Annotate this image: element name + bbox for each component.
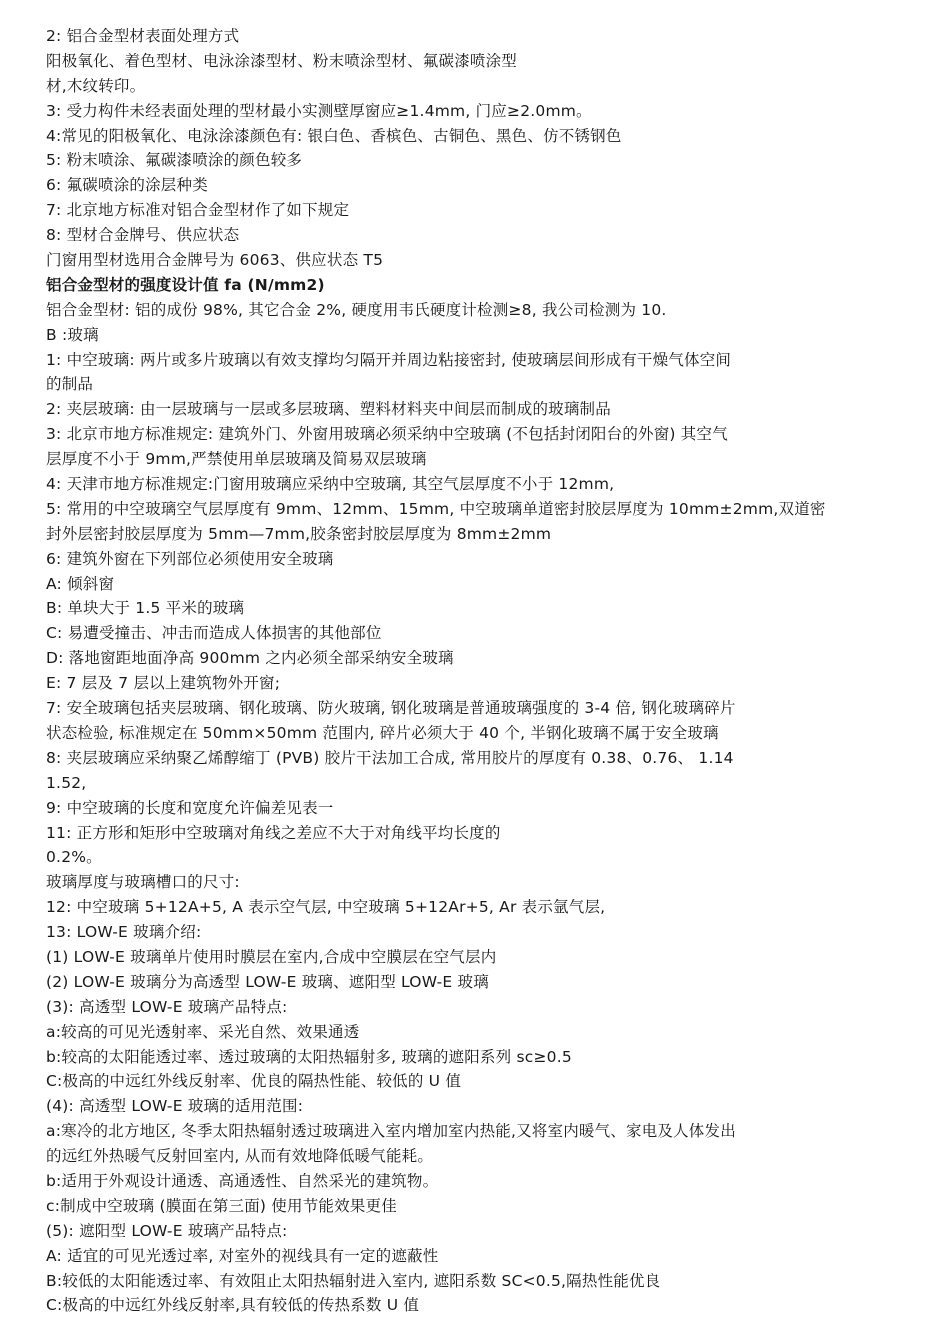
text-line: 13: LOW-E 玻璃介绍: [46, 923, 202, 942]
text-line: 5: 粉末喷涂、氟碳漆喷涂的颜色较多 [46, 151, 303, 170]
text-line: 状态检验, 标准规定在 50mm×50mm 范围内, 碎片必须大于 40 个, 半钢化玻璃不属于安全玻璃 [46, 723, 719, 742]
text-line: (5): 遮阳型 LOW-E 玻璃产品特点: [46, 1221, 288, 1240]
text-line: B :玻璃 [46, 325, 99, 344]
text-line: 门窗用型材选用合金牌号为 6063、供应状态 T5 [46, 251, 384, 270]
text-line: 7: 北京地方标准对铝合金型材作了如下规定 [46, 201, 350, 220]
text-line: 6: 建筑外窗在下列部位必须使用安全玻璃 [46, 549, 334, 568]
text-line: 8: 型材合金牌号、供应状态 [46, 226, 240, 245]
text-line: 9: 中空玻璃的长度和宽度允许偏差见表一 [46, 798, 334, 817]
text-line: B:较低的太阳能透过率、有效阻止太阳热辐射进入室内, 遮阳系数 SC<0.5,隔热性能优良 [46, 1271, 661, 1290]
text-line: A: 倾斜窗 [46, 574, 115, 593]
text-line: b:适用于外观设计通透、高通透性、自然采光的建筑物。 [46, 1171, 439, 1190]
text-line: 1: 中空玻璃: 两片或多片玻璃以有效支撑均匀隔开并周边粘接密封, 使玻璃层间形成有干燥气体空间 [46, 350, 732, 369]
text-line: C:极高的中远红外线反射率、优良的隔热性能、较低的 U 值 [46, 1072, 462, 1091]
text-line: 5: 常用的中空玻璃空气层厚度有 9mm、12mm、15mm, 中空玻璃单道密封胶层厚度为 10mm±2mm,双道密 [46, 499, 826, 518]
text-line: a:较高的可见光透射率、采光自然、效果通透 [46, 1022, 360, 1041]
text-line: (2) LOW-E 玻璃分为高透型 LOW-E 玻璃、遮阳型 LOW-E 玻璃 [46, 972, 489, 991]
section-heading: 铝合金型材的强度设计值 fa (N/mm2) [46, 275, 325, 294]
text-line: 2: 铝合金型材表面处理方式 [46, 27, 240, 45]
text-line: 铝合金型材: 铝的成份 98%, 其它合金 2%, 硬度用韦氏硬度计检测≥8, 我公司检测为 10. [46, 300, 667, 319]
text-line: 阳极氧化、着色型材、电泳涂漆型材、粉末喷涂型材、氟碳漆喷涂型 [46, 51, 518, 70]
text-line: 层厚度不小于 9mm,严禁使用单层玻璃及简易双层玻璃 [46, 450, 427, 469]
text-line: 11: 正方形和矩形中空玻璃对角线之差应不大于对角线平均长度的 [46, 823, 501, 842]
text-line: 4: 天津市地方标准规定:门窗用玻璃应采纳中空玻璃, 其空气层厚度不小于 12mm, [46, 475, 615, 494]
text-line: 1.52, [46, 773, 87, 792]
text-line: 封外层密封胶层厚度为 5mm—7mm,胶条密封胶层厚度为 8mm±2mm [46, 524, 552, 543]
text-line: C:极高的中远红外线反射率,具有较低的传热系数 U 值 [46, 1296, 420, 1315]
text-line: A: 适宜的可见光透过率, 对室外的视线具有一定的遮蔽性 [46, 1246, 439, 1265]
text-line: (1) LOW-E 玻璃单片使用时膜层在室内,合成中空膜层在空气层内 [46, 947, 497, 966]
text-line: 0.2%。 [46, 848, 102, 867]
text-line: C: 易遭受撞击、冲击而造成人体损害的其他部位 [46, 624, 382, 643]
text-line: 玻璃厚度与玻璃槽口的尺寸: [46, 873, 240, 892]
text-line: 4:常见的阳极氧化、电泳涂漆颜色有: 银白色、香槟色、古铜色、黑色、仿不锈钢色 [46, 126, 622, 145]
text-line: b:较高的太阳能透过率、透过玻璃的太阳热辐射多, 玻璃的遮阳系列 sc≥0.5 [46, 1047, 572, 1066]
text-line: 8: 夹层玻璃应采纳聚乙烯醇缩丁 (PVB) 胶片干法加工合成, 常用胶片的厚度有 0.38、0.76、 1.14 [46, 748, 734, 767]
text-line: E: 7 层及 7 层以上建筑物外开窗; [46, 674, 281, 693]
text-line: 的远红外热暖气反射回室内, 从而有效地降低暖气能耗。 [46, 1147, 434, 1166]
text-line: c:制成中空玻璃 (膜面在第三面) 使用节能效果更佳 [46, 1196, 397, 1215]
text-line: (3): 高透型 LOW-E 玻璃产品特点: [46, 997, 288, 1016]
document-body [46, 24, 906, 1318]
text-line: 2: 夹层玻璃: 由一层玻璃与一层或多层玻璃、塑料材料夹中间层而制成的玻璃制品 [46, 400, 611, 419]
text-line: 3: 受力构件未经表面处理的型材最小实测壁厚窗应≥1.4mm, 门应≥2.0mm。 [46, 101, 592, 120]
text-line: (4): 高透型 LOW-E 玻璃的适用范围: [46, 1097, 304, 1116]
text-line: D: 落地窗距地面净高 900mm 之内必须全部采纳安全玻璃 [46, 649, 454, 668]
text-line: 7: 安全玻璃包括夹层玻璃、钢化玻璃、防火玻璃, 钢化玻璃是普通玻璃强度的 3-4 倍, 钢化玻璃碎片 [46, 699, 736, 718]
text-line: 6: 氟碳喷涂的涂层种类 [46, 176, 208, 195]
text-line: 12: 中空玻璃 5+12A+5, A 表示空气层, 中空玻璃 5+12Ar+5, Ar 表示氩气层, [46, 898, 606, 917]
text-line: a:寒冷的北方地区, 冬季太阳热辐射透过玻璃进入室内增加室内热能,又将室内暖气、家电及人体发出 [46, 1122, 736, 1141]
text-line: 的制品 [46, 375, 94, 394]
text-line: 3: 北京市地方标准规定: 建筑外门、外窗用玻璃必须采纳中空玻璃 (不包括封闭阳台的外窗) 其空气 [46, 425, 728, 444]
text-line: B: 单块大于 1.5 平米的玻璃 [46, 599, 245, 618]
text-line: 材,木纹转印。 [46, 76, 146, 95]
